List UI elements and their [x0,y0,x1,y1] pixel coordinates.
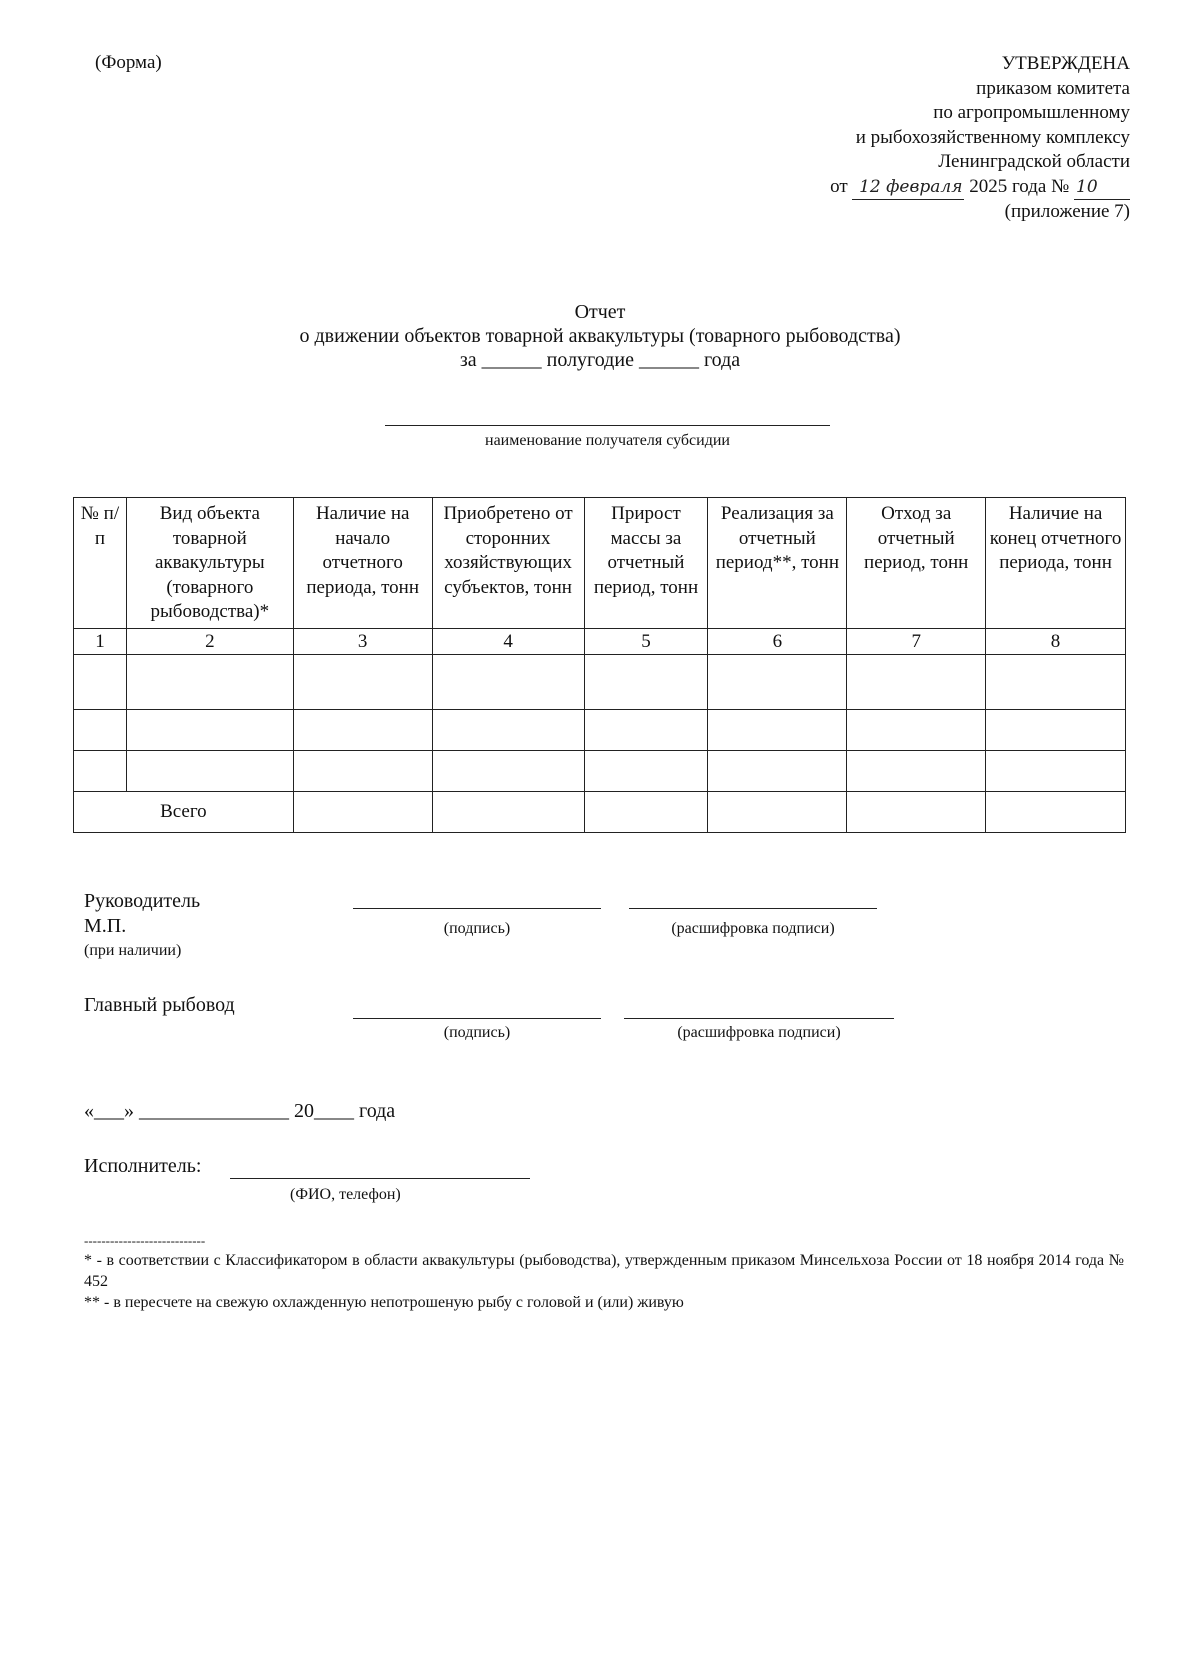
footnote-2: ** - в пересчете на свежую охлажденную непотрошеную рыбу с головой и (или) живую [84,1294,684,1311]
footnote-separator: ---------------------------- [84,1233,206,1248]
table-row [74,710,1126,751]
table-cell[interactable] [126,655,293,710]
seal-note: (при наличии) [84,942,182,959]
column-number: 1 [74,629,127,655]
signature-caption: (подпись) [443,1024,511,1041]
head-signature-line[interactable] [353,908,601,909]
table-cell[interactable] [293,792,432,833]
header-acquired: Приобретено от сторонних хозяйствующих субъектов, тонн [432,498,584,629]
approval-line-5: Ленинградской области [938,151,1130,172]
title-line-3: за ______ полугодие ______ года [459,349,741,371]
chief-label: Главный рыбовод [84,994,235,1016]
recipient-label: наименование получателя субсидии [485,432,730,449]
table-row [74,655,1126,710]
date-year-blank[interactable]: 20____ года [294,1100,396,1122]
executor-label: Исполнитель: [84,1155,202,1177]
signature-caption: (подпись) [443,920,511,937]
table-cell[interactable] [847,710,986,751]
total-row [74,792,1126,833]
form-label: (Форма) [95,52,162,73]
table-cell[interactable] [847,792,986,833]
date-day-blank[interactable]: «___» [84,1100,134,1122]
table-cell[interactable] [708,792,847,833]
table-cell[interactable] [126,751,293,792]
header-mass-gain: Прирост массы за отчетный период, тонн [584,498,708,629]
approval-appendix: (приложение 7) [1004,201,1130,222]
table-cell[interactable] [986,751,1126,792]
table-cell[interactable] [708,655,847,710]
date-year: 2025 года № [969,175,1070,197]
head-label: Руководитель [84,890,201,912]
header-losses: Отход за отчетный период, тонн [847,498,986,629]
approval-line-1: УТВЕРЖДЕНА [1001,53,1130,74]
footnotes [84,1250,1124,1313]
column-number-row [74,629,1126,655]
table-cell[interactable] [74,751,127,792]
date-month-blank[interactable]: _______________ [139,1100,289,1122]
approval-block [830,52,1130,225]
report-table [73,497,1126,833]
column-number: 6 [708,629,847,655]
table-cell[interactable] [432,710,584,751]
chief-signature-line[interactable] [353,1018,601,1019]
executor-caption: (ФИО, телефон) [290,1186,401,1203]
table-cell[interactable] [293,710,432,751]
handwritten-date: 12 февраля [852,175,964,201]
table-cell[interactable] [986,792,1126,833]
recipient-name-line[interactable] [385,425,830,426]
column-number: 8 [986,629,1126,655]
table-cell[interactable] [74,710,127,751]
approval-line-3: по агропромышленному [933,102,1130,123]
column-number: 5 [584,629,708,655]
table-cell[interactable] [708,710,847,751]
table-cell[interactable] [74,655,127,710]
date-prefix: от [830,175,848,197]
header-object-type: Вид объекта товарной аквакультуры (товарного рыбоводства)* [126,498,293,629]
column-number: 7 [847,629,986,655]
date-line [84,1100,395,1123]
table-cell[interactable] [293,751,432,792]
header-end-balance: Наличие на конец отчетного периода, тонн [986,498,1126,629]
decode-caption: (расшифровка подписи) [677,1024,841,1041]
table-cell[interactable] [584,655,708,710]
column-number: 4 [432,629,584,655]
table-cell[interactable] [584,710,708,751]
header-start-balance: Наличие на начало отчетного периода, тонн [293,498,432,629]
header-number: № п/п [74,498,127,629]
approval-line-2: приказом комитета [976,77,1130,99]
total-label: Всего [74,792,294,833]
approval-date-line [830,175,1130,201]
title-line-2: о движении объектов товарной аквакультуры (товарного рыбоводства) [299,325,901,347]
handwritten-number: 10 [1074,175,1130,201]
head-decode-line[interactable] [629,908,877,909]
table-cell[interactable] [847,751,986,792]
table-cell[interactable] [986,710,1126,751]
table-cell[interactable] [584,792,708,833]
table-cell[interactable] [432,655,584,710]
table-cell[interactable] [432,792,584,833]
table-cell[interactable] [986,655,1126,710]
table-cell[interactable] [126,710,293,751]
table-header-row [74,498,1126,629]
table-row [74,751,1126,792]
table-cell[interactable] [708,751,847,792]
decode-caption: (расшифровка подписи) [671,920,835,937]
column-number: 3 [293,629,432,655]
column-number: 2 [126,629,293,655]
chief-decode-line[interactable] [624,1018,894,1019]
header-sales: Реализация за отчетный период**, тонн [708,498,847,629]
table-cell[interactable] [847,655,986,710]
seal-label: М.П. [84,915,127,937]
table-cell[interactable] [432,751,584,792]
title-line-1: Отчет [574,301,626,323]
table-cell[interactable] [584,751,708,792]
report-title [0,300,1200,372]
approval-line-4: и рыбохозяйственному комплексу [855,126,1130,148]
executor-line[interactable] [230,1178,530,1179]
table-cell[interactable] [293,655,432,710]
footnote-1: * - в соответствии с Классификатором в области аквакультуры (рыбоводства), утвержденным приказом Минсельхоза России от 18 ноября 2014 года № 452 [84,1252,1124,1290]
